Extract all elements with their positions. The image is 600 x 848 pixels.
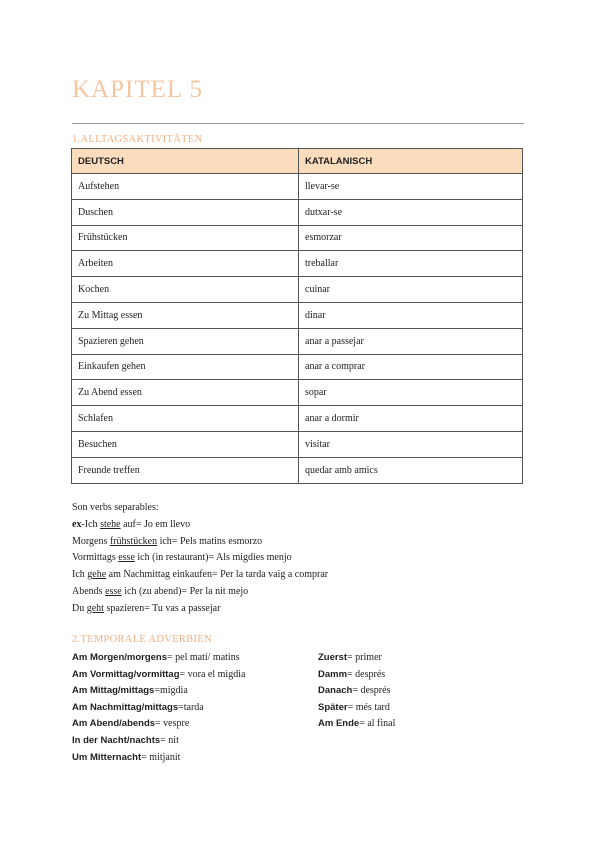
example-line xyxy=(72,550,328,567)
adverb-term: Zuerst xyxy=(318,652,348,663)
table-cell-katalanisch: visitar xyxy=(299,431,523,457)
adverb-translation: = pel matí/ matins xyxy=(167,652,240,663)
example-text: ich= Pels matins esmorzo xyxy=(157,535,263,547)
table-row xyxy=(72,380,523,406)
adverb-translation: = més tard xyxy=(347,701,390,713)
table-cell-deutsch: Zu Mittag essen xyxy=(72,302,299,328)
example-line xyxy=(72,584,328,601)
column-header-katalanisch: KATALANISCH xyxy=(299,149,523,174)
table-cell-katalanisch: esmorzar xyxy=(299,225,523,251)
example-text: ich (zu abend)= Per la nit mejo xyxy=(121,585,249,597)
adverb-entry xyxy=(318,650,395,667)
example-text: Morgens xyxy=(72,535,110,547)
table-cell-katalanisch: quedar amb amics xyxy=(299,457,523,483)
page-title: KAPITEL 5 xyxy=(72,76,203,103)
adverb-entry xyxy=(318,667,395,684)
adverb-term: Danach xyxy=(318,685,353,697)
underlined-verb: esse xyxy=(118,552,135,564)
table-cell-deutsch: Aufstehen xyxy=(72,174,299,200)
table-row xyxy=(72,277,523,303)
example-line xyxy=(72,601,328,618)
adverb-entry xyxy=(72,667,245,684)
adverb-translation: = vora el migdia xyxy=(179,668,246,680)
table-row xyxy=(72,457,523,483)
underlined-verb: gehe xyxy=(87,569,107,581)
adverb-translation: = després xyxy=(352,685,391,697)
table-cell-deutsch: Schlafen xyxy=(72,406,299,432)
example-text: Abends xyxy=(72,585,106,597)
adverb-entry xyxy=(318,700,395,717)
adverb-entry xyxy=(72,750,245,767)
table-cell-deutsch: Zu Abend essen xyxy=(72,380,299,406)
table-cell-katalanisch: treballar xyxy=(299,251,523,277)
example-line xyxy=(72,534,328,551)
adverb-translation: = després xyxy=(347,668,386,680)
table-cell-deutsch: Arbeiten xyxy=(72,251,299,277)
adverb-term: Um Mitternacht xyxy=(72,751,142,763)
adverb-term: Am Abend/abends xyxy=(72,718,156,730)
adverb-entry xyxy=(318,716,395,733)
underlined-verb: geht xyxy=(86,602,104,614)
example-text: ich (in restaurant)= Als migdies menjo xyxy=(134,552,292,564)
underlined-verb: frühstücken xyxy=(109,535,158,547)
table-row xyxy=(72,302,523,328)
table-cell-deutsch: Kochen xyxy=(72,277,299,303)
table-row xyxy=(72,251,523,277)
adverb-entry xyxy=(72,733,245,750)
table-row xyxy=(72,431,523,457)
adverb-term: Am Ende xyxy=(318,718,360,730)
adverb-term: Am Mittag/mittags xyxy=(72,685,155,697)
adverbs-right-column xyxy=(318,650,395,733)
adverb-translation: =migdia xyxy=(154,685,188,697)
adverb-entry xyxy=(72,650,245,667)
table-cell-katalanisch: anar a comprar xyxy=(299,354,523,380)
adverb-term: Am Vormittag/vormittag xyxy=(72,668,180,680)
adverb-term: In der Nacht/nachts xyxy=(72,734,161,746)
table-row xyxy=(72,199,523,225)
underlined-verb: esse xyxy=(105,585,122,597)
example-line xyxy=(72,567,328,584)
adverb-entry xyxy=(72,700,245,717)
example-label: ex xyxy=(72,518,82,530)
table-cell-deutsch: Einkaufen gehen xyxy=(72,354,299,380)
table-cell-deutsch: Besuchen xyxy=(72,431,299,457)
example-text: -Ich xyxy=(81,518,101,530)
example-text: am Nachmittag einkaufen= Per la tarda vaig a comprar xyxy=(106,569,329,581)
section-heading-temporale-adverbien: 2.TEMPORALE ADVERBIEN xyxy=(72,634,212,645)
title-divider xyxy=(72,123,524,124)
example-text: Du xyxy=(72,602,87,614)
section-heading-alltagsaktivitaeten: 1.ALLTAGSAKTIVITÄTEN xyxy=(72,134,203,145)
underlined-verb: stehe xyxy=(100,518,121,530)
example-line xyxy=(72,517,328,534)
adverb-entry xyxy=(318,683,395,700)
example-text: Vormittags xyxy=(72,552,119,564)
adverb-term: Am Morgen/morgens xyxy=(72,652,168,663)
adverb-translation: = primer xyxy=(347,652,382,663)
table-row xyxy=(72,406,523,432)
table-cell-deutsch: Spazieren gehen xyxy=(72,328,299,354)
adverb-translation: = vespre xyxy=(155,718,190,730)
column-header-deutsch: DEUTSCH xyxy=(72,149,299,174)
notes-intro: Son verbs separables: xyxy=(72,502,159,513)
table-row xyxy=(72,354,523,380)
table-row xyxy=(72,225,523,251)
adverb-translation: =tarda xyxy=(178,701,204,713)
table-cell-katalanisch: anar a dormir xyxy=(299,406,523,432)
separable-verbs-notes xyxy=(72,500,328,618)
adverb-translation: = al final xyxy=(359,718,396,730)
vocabulary-table xyxy=(71,148,523,484)
example-text: Ich xyxy=(72,569,88,581)
table-cell-katalanisch: cuinar xyxy=(299,277,523,303)
table-cell-katalanisch: dinar xyxy=(299,302,523,328)
adverb-translation: = mitjanit xyxy=(141,751,181,763)
table-cell-katalanisch: dutxar-se xyxy=(299,199,523,225)
adverbs-left-column xyxy=(72,650,245,766)
table-row xyxy=(72,174,523,200)
table-cell-deutsch: Freunde treffen xyxy=(72,457,299,483)
adverb-translation: = nit xyxy=(160,734,179,746)
table-header-row xyxy=(72,149,523,174)
adverb-term: Damm xyxy=(318,668,348,680)
adverb-entry xyxy=(72,716,245,733)
adverb-term: Am Nachmittag/mittags xyxy=(72,701,179,713)
example-text: spazieren= Tu vas a passejar xyxy=(103,602,221,614)
table-cell-deutsch: Duschen xyxy=(72,199,299,225)
example-text: auf= Jo em llevo xyxy=(120,518,191,530)
table-row xyxy=(72,328,523,354)
table-cell-katalanisch: sopar xyxy=(299,380,523,406)
table-cell-katalanisch: anar a passejar xyxy=(299,328,523,354)
adverb-entry xyxy=(72,683,245,700)
adverb-term: Später xyxy=(318,701,348,713)
table-cell-deutsch: Frühstücken xyxy=(72,225,299,251)
table-cell-katalanisch: llevar-se xyxy=(299,174,523,200)
